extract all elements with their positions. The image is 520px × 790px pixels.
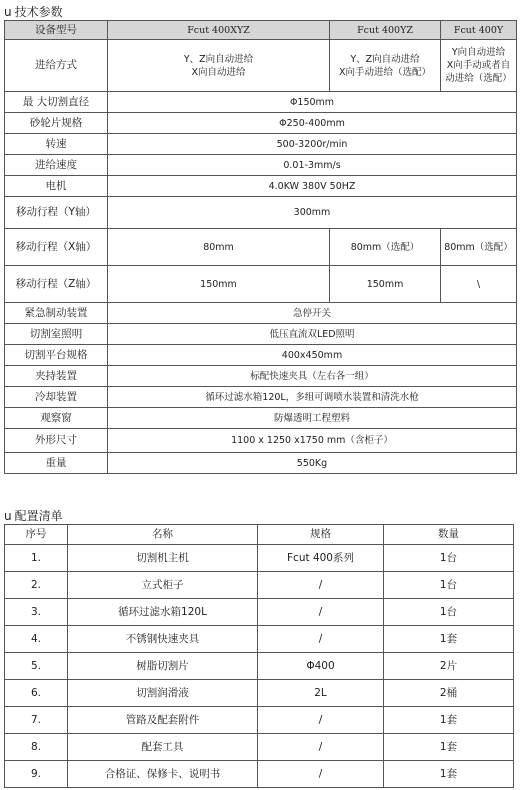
spec-row-label: 电机 xyxy=(5,176,108,197)
config-cell: Φ400 xyxy=(258,653,384,680)
config-cell: / xyxy=(258,761,384,788)
config-header-cell: 序号 xyxy=(5,525,68,545)
config-cell: 5. xyxy=(5,653,68,680)
spec-row-label: 切割室照明 xyxy=(5,324,108,345)
config-header-cell: 数量 xyxy=(384,525,514,545)
spec-row-value: 0.01-3mm/s xyxy=(108,155,517,176)
spec-row xyxy=(5,134,517,155)
config-row xyxy=(5,761,514,788)
spec-row-value: Φ150mm xyxy=(108,92,517,113)
config-header-row xyxy=(5,525,514,545)
spec-row-label: 最 大切割直径 xyxy=(5,92,108,113)
config-cell: 4. xyxy=(5,626,68,653)
spec-row-value: 80mm xyxy=(108,229,330,266)
spec-header-row xyxy=(5,21,517,40)
model-cell: Fcut 400YZ xyxy=(330,21,441,40)
spec-row-label: 夹持装置 xyxy=(5,366,108,387)
spec-row-value: 防爆透明工程塑料 xyxy=(108,408,517,429)
config-cell: 循环过滤水箱120L xyxy=(68,599,258,626)
spec-row-label: 切割平台规格 xyxy=(5,345,108,366)
spec-row xyxy=(5,92,517,113)
bullet-marker: u xyxy=(4,509,12,523)
config-row xyxy=(5,653,514,680)
spec-row-label: 移动行程（X轴） xyxy=(5,229,108,266)
spec-row-value: \ xyxy=(441,266,517,303)
config-row xyxy=(5,626,514,653)
spec-row-stroke-x xyxy=(5,229,517,266)
config-cell: 1套 xyxy=(384,707,514,734)
config-cell: / xyxy=(258,572,384,599)
config-cell: 6. xyxy=(5,680,68,707)
spec-row-feed-mode xyxy=(5,40,517,92)
spec-row-label: 移动行程（Z轴） xyxy=(5,266,108,303)
spec-row xyxy=(5,429,517,453)
spec-row-label: 进给方式 xyxy=(5,40,108,92)
config-section-title xyxy=(4,507,63,524)
model-cell: Fcut 400Y xyxy=(441,21,517,40)
config-cell: 切割润滑液 xyxy=(68,680,258,707)
spec-row xyxy=(5,387,517,408)
spec-row xyxy=(5,345,517,366)
config-cell: 1套 xyxy=(384,761,514,788)
spec-row-value: 标配快速夹具（左右各一组） xyxy=(108,366,517,387)
spec-row-label: 移动行程（Y轴） xyxy=(5,197,108,229)
spec-row-value: 低压直流双LED照明 xyxy=(108,324,517,345)
spec-row-value: Y、Z向自动进给 X向自动进给 xyxy=(108,40,330,92)
config-row xyxy=(5,572,514,599)
spec-row-value: 150mm xyxy=(330,266,441,303)
config-cell: 2L xyxy=(258,680,384,707)
spec-row xyxy=(5,176,517,197)
config-cell: 不锈钢快速夹具 xyxy=(68,626,258,653)
model-cell: Fcut 400XYZ xyxy=(108,21,330,40)
config-cell: / xyxy=(258,626,384,653)
config-cell: 1台 xyxy=(384,599,514,626)
config-cell: 8. xyxy=(5,734,68,761)
spec-title-text: 技术参数 xyxy=(14,5,63,19)
spec-row-value: Y向自动进给 X向手动或者自动进给（选配） xyxy=(441,40,517,92)
spec-row-value: 80mm（选配） xyxy=(330,229,441,266)
config-cell: 配套工具 xyxy=(68,734,258,761)
config-cell: 2片 xyxy=(384,653,514,680)
config-cell: 1. xyxy=(5,545,68,572)
config-cell: 9. xyxy=(5,761,68,788)
config-header-cell: 名称 xyxy=(68,525,258,545)
config-row xyxy=(5,707,514,734)
config-header-cell: 规格 xyxy=(258,525,384,545)
spec-row-value: 150mm xyxy=(108,266,330,303)
config-cell: 1台 xyxy=(384,572,514,599)
config-cell: 合格证、保修卡、说明书 xyxy=(68,761,258,788)
spec-row-label: 砂轮片规格 xyxy=(5,113,108,134)
config-cell: 管路及配套附件 xyxy=(68,707,258,734)
config-cell: 切割机主机 xyxy=(68,545,258,572)
spec-header-label: 设备型号 xyxy=(5,21,108,40)
config-title-text: 配置清单 xyxy=(14,509,63,523)
spec-row-value: 80mm（选配） xyxy=(441,229,517,266)
spec-row-label: 紧急制动装置 xyxy=(5,303,108,324)
spec-row-value: 急停开关 xyxy=(108,303,517,324)
config-cell: 立式柜子 xyxy=(68,572,258,599)
spec-row-value: 1100 x 1250 x1750 mm（含柜子） xyxy=(108,429,517,453)
spec-row-label: 外形尺寸 xyxy=(5,429,108,453)
spec-row xyxy=(5,197,517,229)
config-cell: 7. xyxy=(5,707,68,734)
config-cell: 1套 xyxy=(384,626,514,653)
config-row xyxy=(5,680,514,707)
config-cell: 1台 xyxy=(384,545,514,572)
spec-row-label: 观察窗 xyxy=(5,408,108,429)
config-cell: 2. xyxy=(5,572,68,599)
spec-row-value: 500-3200r/min xyxy=(108,134,517,155)
spec-row-value: 300mm xyxy=(108,197,517,229)
spec-row xyxy=(5,113,517,134)
spec-row-stroke-z xyxy=(5,266,517,303)
config-cell: / xyxy=(258,599,384,626)
config-cell: Fcut 400系列 xyxy=(258,545,384,572)
spec-row xyxy=(5,324,517,345)
spec-row-value: 循环过滤水箱120L，多组可调喷水装置和清洗水枪 xyxy=(108,387,517,408)
config-cell: 2桶 xyxy=(384,680,514,707)
spec-row-label: 进给速度 xyxy=(5,155,108,176)
spec-row xyxy=(5,155,517,176)
config-cell: 树脂切割片 xyxy=(68,653,258,680)
spec-row-value: 400x450mm xyxy=(108,345,517,366)
spec-row-value: Y、Z向自动进给 X向手动进给（选配） xyxy=(330,40,441,92)
config-row xyxy=(5,545,514,572)
spec-row xyxy=(5,303,517,324)
spec-row-label: 重量 xyxy=(5,453,108,474)
config-table xyxy=(4,524,514,788)
spec-row xyxy=(5,453,517,474)
spec-row xyxy=(5,366,517,387)
config-cell: 1套 xyxy=(384,734,514,761)
config-cell: 3. xyxy=(5,599,68,626)
config-row xyxy=(5,734,514,761)
spec-row-label: 转速 xyxy=(5,134,108,155)
spec-row-value: Φ250-400mm xyxy=(108,113,517,134)
spec-table xyxy=(4,20,517,474)
spec-section-title xyxy=(4,3,63,20)
spec-row-value: 4.0KW 380V 50HZ xyxy=(108,176,517,197)
config-cell: / xyxy=(258,734,384,761)
config-row xyxy=(5,599,514,626)
spec-row-label: 冷却装置 xyxy=(5,387,108,408)
spec-row xyxy=(5,408,517,429)
bullet-marker: u xyxy=(4,5,12,19)
spec-row-value: 550Kg xyxy=(108,453,517,474)
config-cell: / xyxy=(258,707,384,734)
